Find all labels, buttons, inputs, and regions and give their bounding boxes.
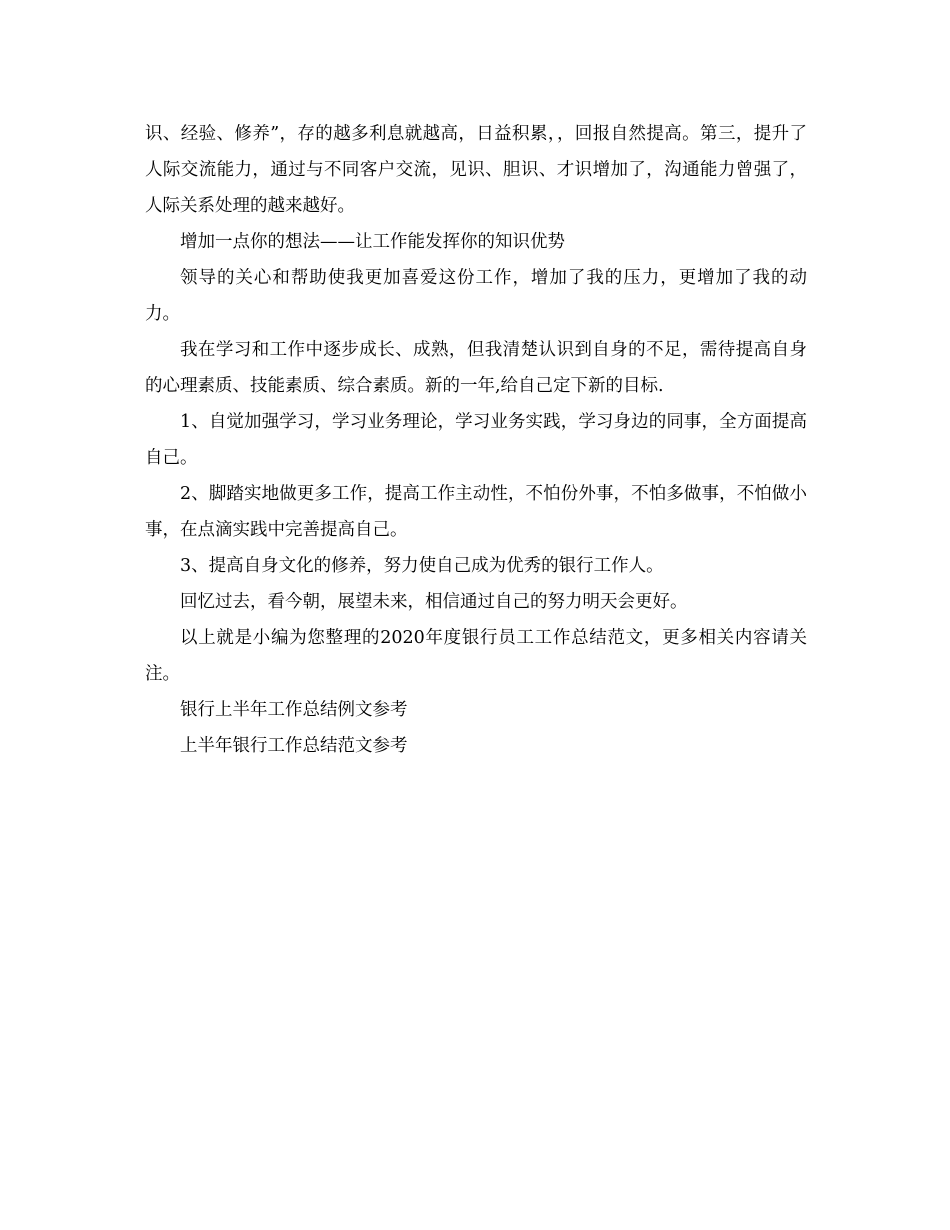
document-body xyxy=(145,116,807,764)
paragraph-growth: 我在学习和工作中逐步成长、成熟，但我清楚认识到自身的不足，需待提高自身的心理素质、技能素质、综合素质。新的一年,给自己定下新的目标. xyxy=(145,340,807,396)
paragraph-goal-3: 3、提高自身文化的修养，努力使自己成为优秀的银行工作人。 xyxy=(180,556,664,576)
paragraph-continuation: 识、经验、修养”，存的越多利息就越高，日益积累，，回报自然提高。第三，提升了人际交流能力，通过与不同客户交流，见识、胆识、才识增加了，沟通能力曾强了，人际关系处理的越来越好。 xyxy=(145,124,807,216)
related-link-2: 上半年银行工作总结范文参考 xyxy=(180,736,408,756)
paragraph-goal-1: 1、自觉加强学习，学习业务理论，学习业务实践，学习身边的同事，全方面提高自己。 xyxy=(145,412,807,468)
paragraph-heading-idea: 增加一点你的想法——让工作能发挥你的知识优势 xyxy=(180,232,565,252)
paragraph-closing: 以上就是小编为您整理的2020年度银行员工工作总结范文，更多相关内容请关注。 xyxy=(145,628,807,684)
related-link-1: 银行上半年工作总结例文参考 xyxy=(180,700,408,720)
paragraph-leadership: 领导的关心和帮助使我更加喜爱这份工作，增加了我的压力，更增加了我的动力。 xyxy=(145,268,807,324)
paragraph-outlook: 回忆过去，看今朝，展望未来，相信通过自己的努力明天会更好。 xyxy=(180,592,688,612)
paragraph-goal-2: 2、脚踏实地做更多工作，提高工作主动性，不怕份外事，不怕多做事，不怕做小事，在点滴实践中完善提高自己。 xyxy=(145,484,807,540)
